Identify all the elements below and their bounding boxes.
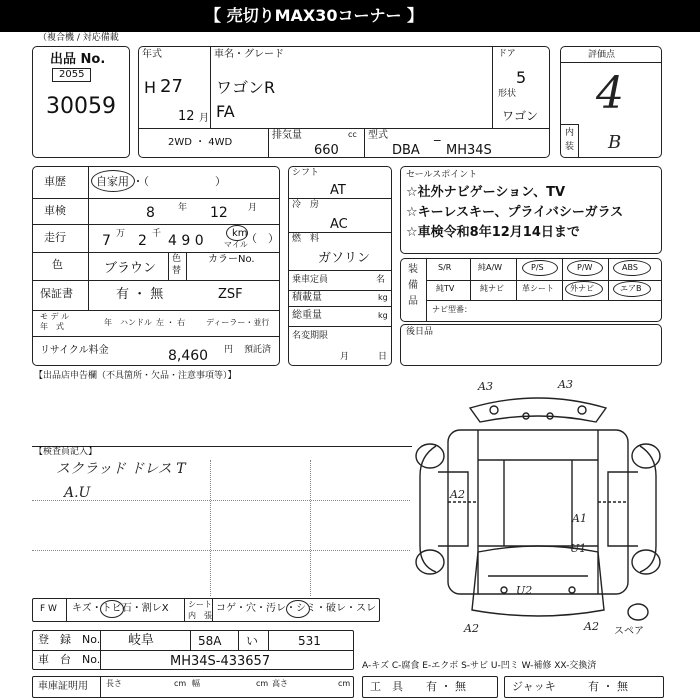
weight-label: 総重量 [292,310,322,321]
reg-place: 岐阜 [128,633,155,648]
sales-point-2: ☆キーレスキー、プライバシーガラス [406,205,624,220]
color-code: ZSF [218,287,243,302]
attachments-box [400,324,662,366]
equip-navi: 純ナビ [480,284,504,293]
abs-circle [613,260,651,276]
jack-label: ジャッキ [512,680,556,693]
length-cm: cm [174,679,187,688]
sales-point-3: ☆車検令和8年12月14日まで [406,225,580,240]
reg-kana: い [246,634,259,648]
mark-a3-right: A3 [558,378,573,391]
month: 12 [178,109,195,124]
seat-label-2: 内 張 [188,611,212,620]
equip-ps: P/S [531,263,544,272]
shift-label: シフト [292,168,320,178]
length-label: 長さ [106,679,122,688]
year-label: 年式 [142,49,162,60]
height-cm: cm [338,679,351,688]
navi-model-label: ナビ型番： [432,305,472,314]
color-label: 色 [52,258,63,271]
ps-circle [522,260,558,276]
color-change-1: 色 [172,254,182,264]
codes-legend: A-キズ C-腐食 E-エクボ S-サビ U-凹ミ W-補修 XX-交換済 [362,661,597,671]
reg-label: 登 録 No. [38,633,101,646]
equip-tv: 純TV [436,284,455,293]
score-value: 4 [596,68,624,119]
mark-a3-left: A3 [478,380,493,393]
interior-label-2: 装 [565,142,575,152]
year: 27 [160,76,183,97]
sales-point-1: ☆社外ナビゲーション、TV [406,185,566,200]
equip-leather: 革シート [522,284,554,293]
interior-score: B [608,132,622,153]
weight-unit: kg [378,311,388,320]
body-label: 形状 [498,89,517,99]
fw-label: F W [40,604,57,614]
mileage-mile: マイル [224,240,248,249]
equipment-label-2: 備 [408,280,418,291]
reg-class: 58A [198,634,222,648]
reg-number: 531 [298,634,321,648]
mark-a2-left: A2 [450,488,465,501]
mileage-thousand-unit: 千 [152,229,162,239]
inspection-year-unit: 年 [178,203,188,213]
pw-circle [567,260,603,276]
color: ブラウン [104,261,157,276]
jack-value: 有 ・ 無 [588,680,628,693]
dealer-label: ディーラー・並行 [206,318,270,327]
stain-circle [286,600,310,618]
chassis-number: MH34S-433657 [170,654,271,669]
recycle-label: リサイクル料金 [40,345,109,356]
regchange-label: 名変期限 [292,331,329,341]
right-side [640,446,656,572]
doors: 5 [516,68,527,87]
car-diagram [408,376,668,638]
spare-label: スペア [614,626,644,637]
chassis-label: 車 台 No. [38,653,101,666]
fuel: ガソリン [318,251,371,266]
regchange-unit: 月 [340,352,350,362]
model-year-unit: 年 [104,318,112,327]
drive-type: 2WD ・ 4WD [168,137,233,148]
body-outline [448,430,628,594]
model-label: 型式 [368,130,388,141]
equip-pw: P/W [577,263,593,272]
history-label: 車歴 [44,175,66,188]
displacement: 660 [314,143,339,158]
ac: AC [330,217,348,232]
inspector-note-2: A.U [64,485,91,501]
recycle-status: 預託済 [244,345,272,355]
warranty-label: 保証書 [40,287,73,300]
recycle-amount: 8,460 [168,348,209,364]
recycle-unit: 円 [224,345,234,355]
equip-abs: ABS [622,263,638,272]
inspector-label: 【検査員記入】 [34,447,98,457]
handle: 左 ・ 右 [156,318,186,327]
lot-code: 2055 [52,68,91,82]
displacement-label: 排気量 [272,130,302,141]
rear-end [472,546,604,616]
load-unit: kg [378,293,388,302]
spare-wheel [628,604,648,620]
capacity-label: 乗車定員 [292,275,329,285]
private-use-circle [91,170,135,192]
lot-number: 30059 [46,94,116,119]
model-prefix: DBA [392,143,420,158]
equip-airbag: エアB [620,284,642,293]
load-label: 積載量 [292,292,322,303]
left-side [420,446,436,572]
equipment-label-3: 品 [408,296,418,307]
mark-a2-rear-right: A2 [584,620,599,633]
airbag-circle [613,281,651,297]
height-label: 高さ [272,679,288,688]
width-label: 幅 [192,679,200,688]
ac-label: 冷 房 [292,200,320,210]
month-unit: 月 [199,113,209,124]
width-cm: cm [256,679,269,688]
car-grade: FA [216,102,235,121]
mileage-rest: 2 [138,233,147,249]
history-value: 自家用 ・（ ） [96,175,226,188]
equipment-label-1: 装 [408,264,418,275]
door-label: ドア [498,49,516,59]
report-label: 【出品店申告欄（不具箇所・欠品・注意事項等）】 [34,371,237,381]
top-note: （複合機 / 対応備載 [38,33,119,43]
mileage-digits: 4 9 0 [168,233,204,249]
model: MH34S [446,143,492,158]
mark-a1-right: A1 [572,512,587,525]
ext-navi-circle [565,281,603,297]
mileage-unit: km [232,228,248,239]
sales-points-label: セールスポイント [406,170,478,180]
seat-items: コゲ・穴・汚レ・シミ・破レ・スレ [216,603,376,614]
inspection-month: 12 [210,205,228,221]
handle-label: ハンドル [120,318,152,327]
tools-label: 工 具 [370,680,403,693]
km-circle [226,225,248,241]
mileage-paren: （ ） [246,232,279,245]
garage-label: 車庫証明用 [38,681,88,692]
score-label: 評価点 [588,50,616,60]
mileage-man: 7 [102,233,111,249]
color-change-2: 替 [172,266,182,276]
mark-u1: U1 [570,542,587,555]
inspector-note-1: スクラッド ドレス T [56,461,186,477]
inspection-label: 車検 [44,204,66,217]
warranty: 有 ・ 無 [116,287,164,302]
lot-label: 出品 No. [50,52,106,67]
model-dash: ‾ [434,139,441,154]
shift: AT [330,183,346,198]
fuel-label: 燃 料 [292,234,320,244]
seat-label-1: シート [188,600,212,609]
color-no-label: カラーNo. [208,254,255,265]
equip-alloy: 純A/W [478,263,503,272]
tools-value: 有 ・ 無 [426,680,466,693]
car-name: ワゴンR [216,78,276,97]
attachments-label: 後日品 [406,327,434,337]
displacement-unit: cc [348,130,357,139]
chip-circle [100,600,124,618]
capacity-unit: 名 [376,275,386,285]
interior-label-1: 内 [565,128,575,138]
regchange-day: 日 [378,352,388,362]
name-label: 車名・グレード [214,49,284,60]
inspection-year: 8 [146,205,155,221]
fw-items: キズ・トビ石・割レX [72,603,169,614]
mark-a2-rear-left: A2 [464,622,479,635]
model-year-label-2: 年 式 [40,322,64,331]
equip-ext-navi: 外ナビ [570,284,594,293]
mileage-man-unit: 万 [116,229,126,239]
era: H [144,78,157,97]
mark-u2: U2 [516,584,533,597]
model-year-label-1: モ デ ル [40,312,70,321]
banner-title: 【 売切りMAX30コーナー 】 [205,6,424,25]
inspection-month-unit: 月 [248,203,258,213]
equip-sr: S/R [438,263,452,272]
mileage-label: 走行 [44,231,66,244]
body-type: ワゴン [502,109,539,123]
